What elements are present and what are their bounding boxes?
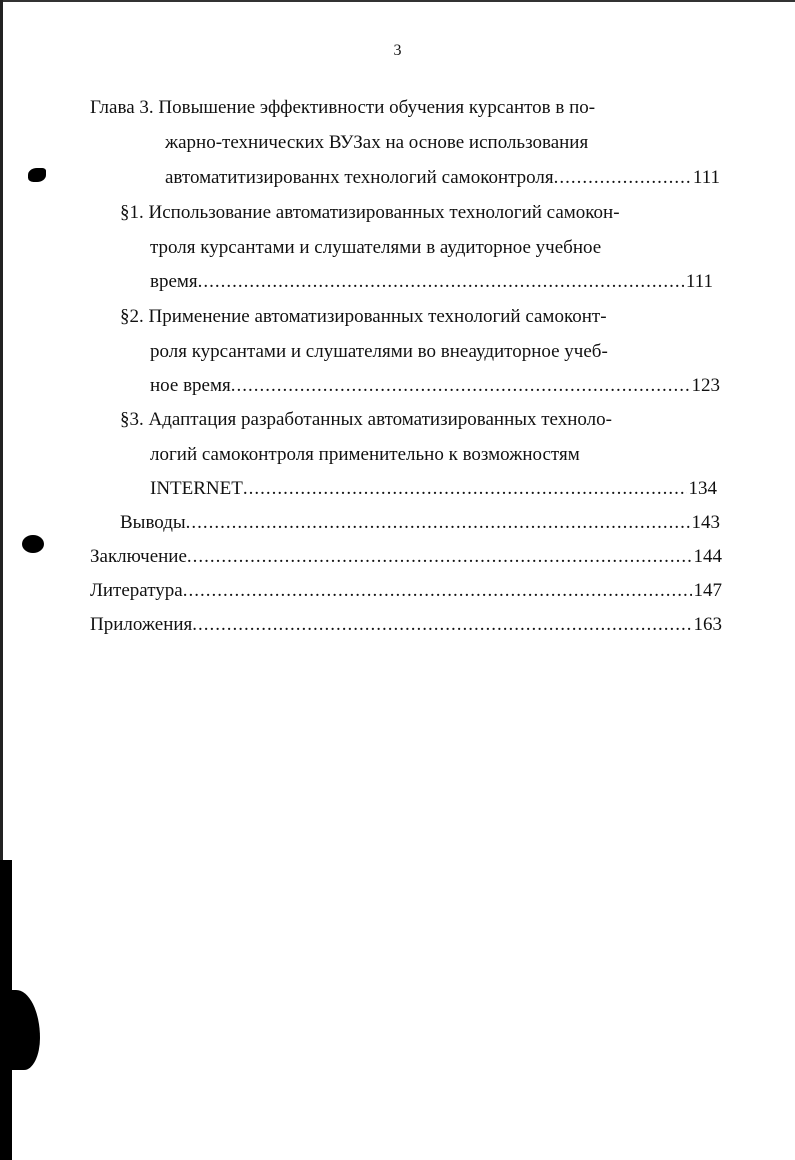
toc-s3-title-end: INTERNET — [150, 478, 243, 499]
toc-chapter3-page: 111 — [692, 167, 720, 188]
toc-s1-line1: §1. Использование автоматизированных технологий самокон- — [120, 202, 620, 223]
toc-leader-dots — [198, 270, 684, 294]
toc-final-page: 144 — [693, 546, 722, 567]
toc-appendix-page: 163 — [693, 614, 722, 635]
page-number: 3 — [393, 42, 402, 59]
toc-s2-page: 123 — [691, 375, 720, 396]
toc-leader-dots — [187, 545, 692, 569]
toc-s1-line2: троля курсантами и слушателями в аудиторное учебное — [150, 237, 602, 258]
toc-chapter3-line2: жарно-технических ВУЗах на основе использования — [165, 132, 589, 153]
toc-leader-dots — [192, 613, 691, 637]
scan-edge-strip — [0, 860, 12, 1160]
toc-leader-dots — [243, 477, 687, 501]
toc-appendix — [90, 613, 722, 637]
scan-top-edge — [0, 0, 795, 2]
toc-conclusions — [120, 511, 720, 535]
toc-s3-line3 — [150, 477, 717, 501]
toc-s1-line3 — [150, 270, 713, 294]
toc-leader-dots — [186, 511, 690, 535]
toc-s1-title-end: время — [150, 271, 198, 292]
toc-leader-dots — [183, 579, 692, 603]
toc-conclusions-label: Выводы — [120, 512, 186, 533]
toc-chapter3-line1: Глава 3. Повышение эффективности обучения курсантов в по- — [90, 97, 596, 118]
toc-s2-line2: роля курсантами и слушателями во внеаудиторное учеб- — [150, 341, 608, 362]
toc-s2-line1: §2. Применение автоматизированных технологий самоконт- — [120, 306, 607, 327]
toc-literature — [90, 579, 722, 603]
toc-leader-dots — [554, 166, 691, 190]
toc-chapter3-line3 — [165, 166, 720, 190]
toc-literature-label: Литература — [90, 580, 183, 601]
toc-chapter3-title-end: автоматитизированнх технологий самоконтроля — [165, 167, 554, 188]
toc-leader-dots — [231, 374, 690, 398]
toc-s3-line1: §3. Адаптация разработанных автоматизированных техноло- — [120, 409, 612, 430]
toc-literature-page: 147 — [693, 580, 722, 601]
toc-final — [90, 545, 722, 569]
toc-s3-line2: логий самоконтроля применительно к возможностям — [150, 444, 580, 465]
toc-s2-line3 — [150, 374, 720, 398]
toc-conclusions-page: 143 — [691, 512, 720, 533]
scan-blot-middle — [22, 535, 44, 553]
toc-appendix-label: Приложения — [90, 614, 193, 635]
scan-blot-top — [28, 168, 46, 182]
toc-s2-title-end: ное время — [150, 375, 231, 396]
toc-s3-page: 134 — [688, 478, 717, 499]
toc-final-label: Заключение — [90, 546, 187, 567]
toc-s1-page: 111 — [685, 271, 713, 292]
